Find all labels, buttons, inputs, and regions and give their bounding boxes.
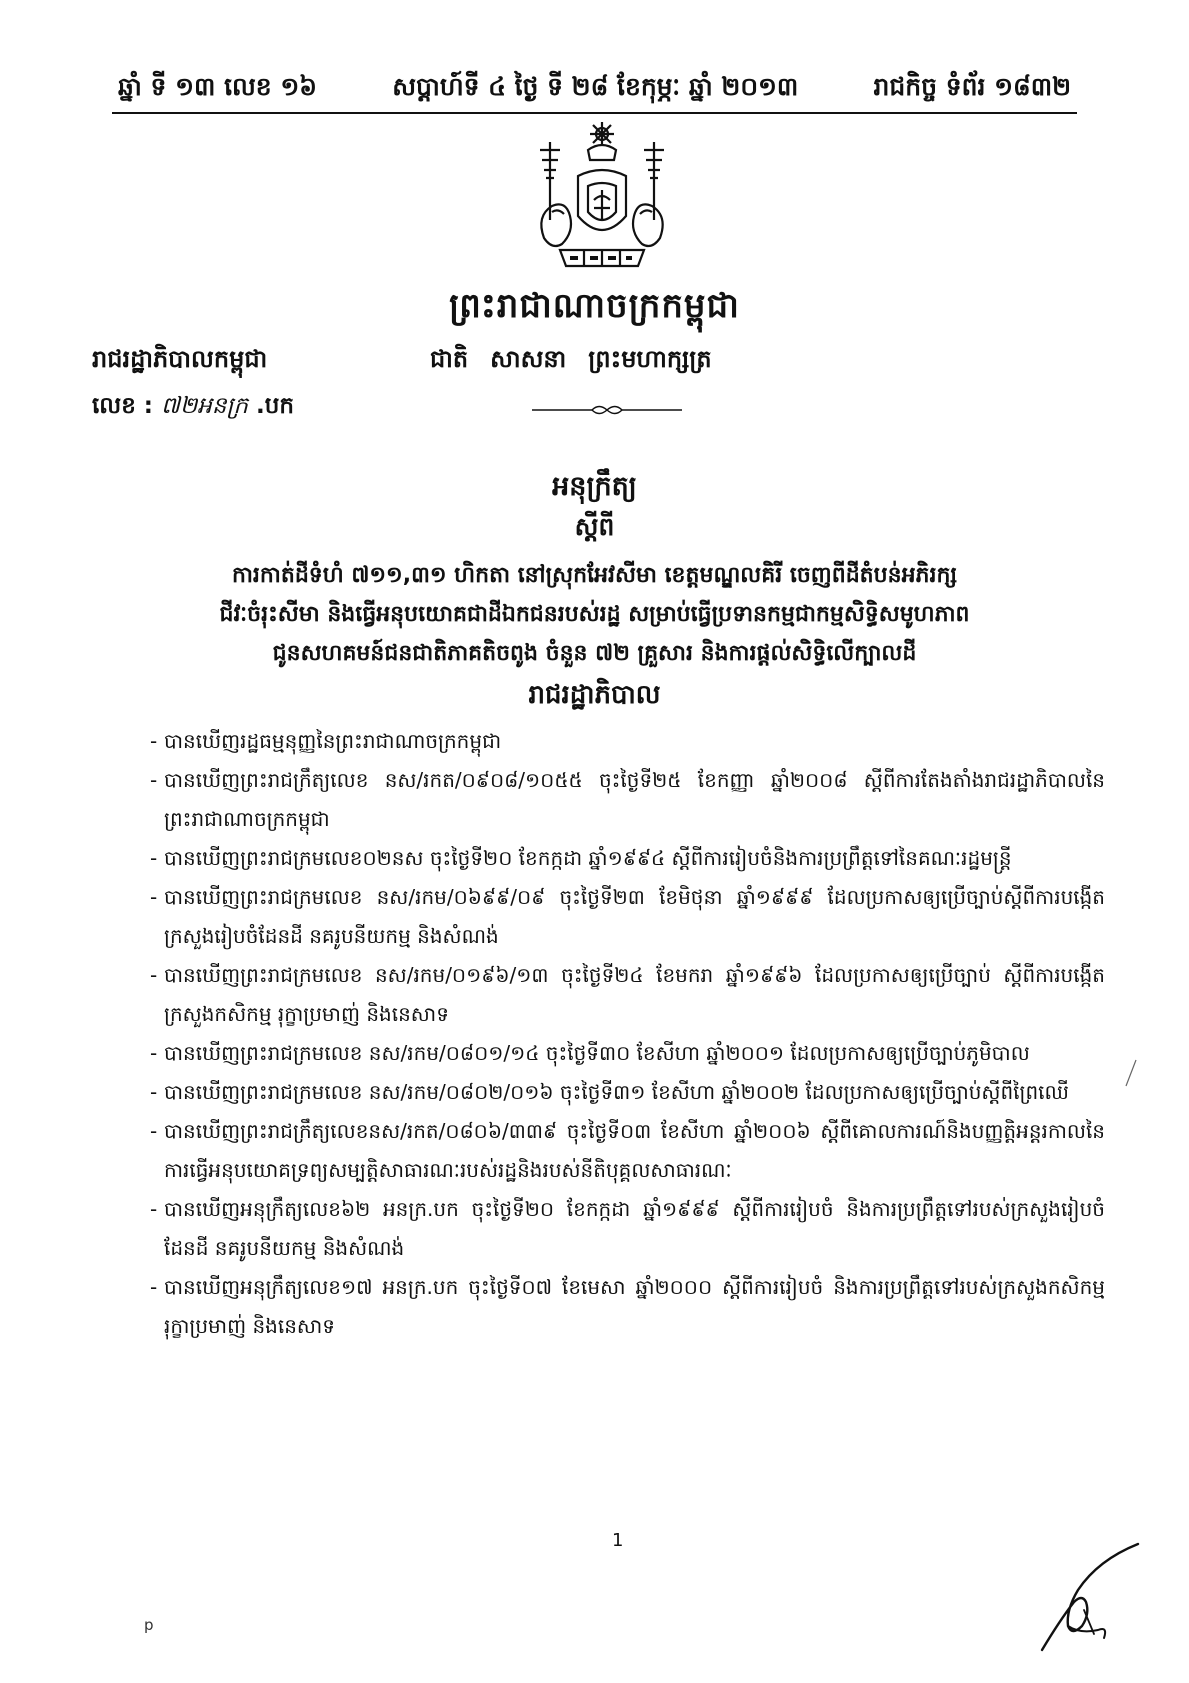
- gazette-header: [118, 72, 1071, 108]
- kingdom-title: ព្រះរាជាណាចក្រកម្ពុជា: [449, 286, 740, 326]
- number-suffix: .បក: [255, 393, 294, 419]
- signature-initial: [1028, 1540, 1148, 1660]
- gazette-year-issue: ឆ្នាំ ទី ១៣ លេខ ១៦: [118, 72, 317, 101]
- motto-nation: ជាតិ: [430, 345, 469, 373]
- royal-arms-emblem: [522, 120, 682, 275]
- margin-mark: [1122, 1058, 1138, 1088]
- document-number: [92, 392, 294, 425]
- consideration-item: - បានឃើញព្រះរាជក្រមលេខ នស/រកម/០៨០១/១៤ ចុះថ្ងៃទី៣០ ខែសីហា ឆ្នាំ២០០១ ដែលប្រកាសឲ្យប្រើច្បាប់ភូមិបាល: [120, 1034, 1105, 1073]
- national-motto: [430, 344, 712, 379]
- consideration-item: - បានឃើញអនុក្រឹត្យលេខ១៧ អនក្រ.បក ចុះថ្ងៃទី០៧ ខែមេសា ឆ្នាំ២០០០ ស្តីពីការរៀបចំ និងការប្រព្រឹត្តទៅរបស់ក្រសួងកសិកម្ម រុក្ខាប្រមាញ់ និងនេសាទ: [120, 1268, 1105, 1346]
- consideration-item: - បានឃើញព្រះរាជក្រមលេខ នស/រកម/០៨០២/០១៦ ចុះថ្ងៃទី៣១ ខែសីហា ឆ្នាំ២០០២ ដែលប្រកាសឲ្យប្រើច្បាប់ស្តីពីព្រៃឈើ: [120, 1073, 1105, 1112]
- document-type: អនុក្រឹត្យ: [552, 471, 637, 502]
- subject-line: ជីវៈចំរុះសីមា និងធ្វើអនុបយោគជាដីឯកជនរបស់រដ្ឋ សម្រាប់ធ្វើប្រទានកម្មជាកម្មសិទ្ធិសមូហភាព: [219, 602, 970, 627]
- subject-line: ការកាត់ដីទំហំ ៧១១,៣១ ហិកតា នៅស្រុកអែវសីមា ខេត្តមណ្ឌលគិរី ចេញពីដីតំបន់អភិរក្ស: [231, 563, 958, 588]
- handwritten-number: ៧២អនក្រ: [161, 393, 248, 419]
- consideration-item: - បានឃើញព្រះរាជក្រមលេខ នស/រកម/០៦៩៩/០៩ ចុះថ្ងៃទី២៣ ខែមិថុនា ឆ្នាំ១៩៩៩ ដែលប្រកាសឲ្យប្រើច្បាប់ស្តីពីការបង្កើតក្រសួងរៀបចំដែនដី នគរូបនីយកម្ម និងសំណង់: [120, 878, 1105, 956]
- subject-line: ជូនសហគមន៍ជនជាតិភាគតិចពូង ចំនួន ៧២ គ្រួសារ និងការផ្តល់សិទ្ធិលើក្បាលដី: [272, 641, 917, 666]
- consideration-item: - បានឃើញព្រះរាជក្រមលេខ នស/រកម/០១៩៦/១៣ ចុះថ្ងៃទី២៤ ខែមករា ឆ្នាំ១៩៩៦ ដែលប្រកាសឲ្យប្រើច្បាប់ ស្តីពីការបង្កើតក្រសួងកសិកម្ម រុក្ខាប្រមាញ់ និងនេសាទ: [120, 956, 1105, 1034]
- consideration-item: - បានឃើញព្រះរាជក្រឹត្យលេខ នស/រកត/០៩០៨/១០៥៥ ចុះថ្ងៃទី២៥ ខែកញ្ញា ឆ្នាំ២០០៨ ស្តីពីការតែងតាំងរាជរដ្ឋាភិបាលនៃព្រះរាជាណាចក្រកម្ពុជា: [120, 761, 1105, 839]
- document-about: ស្តីពី: [574, 512, 615, 541]
- number-label: លេខ :: [92, 393, 154, 419]
- divider-ornament: [532, 400, 682, 420]
- header-rule: [112, 112, 1077, 114]
- corner-mark: p: [144, 1616, 154, 1634]
- gazette-date: សប្តាហ៍ទី ៤ ថ្ងៃ ទី ២៨ ខែកុម្ភៈ ឆ្នាំ ២០១៣: [392, 72, 799, 101]
- government-label: រាជរដ្ឋាភិបាលកម្ពុជា: [92, 345, 268, 373]
- issuer-heading: រាជរដ្ឋាភិបាល: [528, 680, 661, 710]
- consideration-item: - បានឃើញអនុក្រឹត្យលេខ៦២ អនក្រ.បក ចុះថ្ងៃទី២០ ខែកក្កដា ឆ្នាំ១៩៩៩ ស្តីពីការរៀបចំ និងការប្រព្រឹត្តទៅរបស់ក្រសួងរៀបចំដែនដី នគរូបនីយកម្ម និងសំណង់: [120, 1190, 1105, 1268]
- consideration-item: - បានឃើញរដ្ឋធម្មនុញ្ញនៃព្រះរាជាណាចក្រកម្ពុជា: [120, 722, 1105, 761]
- gazette-page-ref: រាជកិច្ច ទំព័រ ១៨៣២: [873, 72, 1071, 101]
- considerations-list: [120, 722, 1105, 1346]
- page-number: 1: [612, 1530, 624, 1551]
- motto-king: ព្រះមហាក្សត្រ: [588, 345, 712, 373]
- motto-religion: សាសនា: [490, 345, 567, 373]
- consideration-item: - បានឃើញព្រះរាជក្រមលេខ០២នស ចុះថ្ងៃទី២០ ខែកក្កដា ឆ្នាំ១៩៩៤ ស្តីពីការរៀបចំនិងការប្រព្រឹត្តទៅនៃគណៈរដ្ឋមន្ត្រី: [120, 839, 1105, 878]
- document-subject: [115, 556, 1074, 673]
- consideration-item: - បានឃើញព្រះរាជក្រឹត្យលេខនស/រកត/០៨០៦/៣៣៩ ចុះថ្ងៃទី០៣ ខែសីហា ឆ្នាំ២០០៦ ស្តីពីគោលការណ៍និងបញ្ញត្តិអន្តរកាលនៃការធ្វើអនុបយោគទ្រព្យសម្បត្តិសាធារណៈរបស់រដ្ឋនិងរបស់នីតិបុគ្គលសាធារណៈ: [120, 1112, 1105, 1190]
